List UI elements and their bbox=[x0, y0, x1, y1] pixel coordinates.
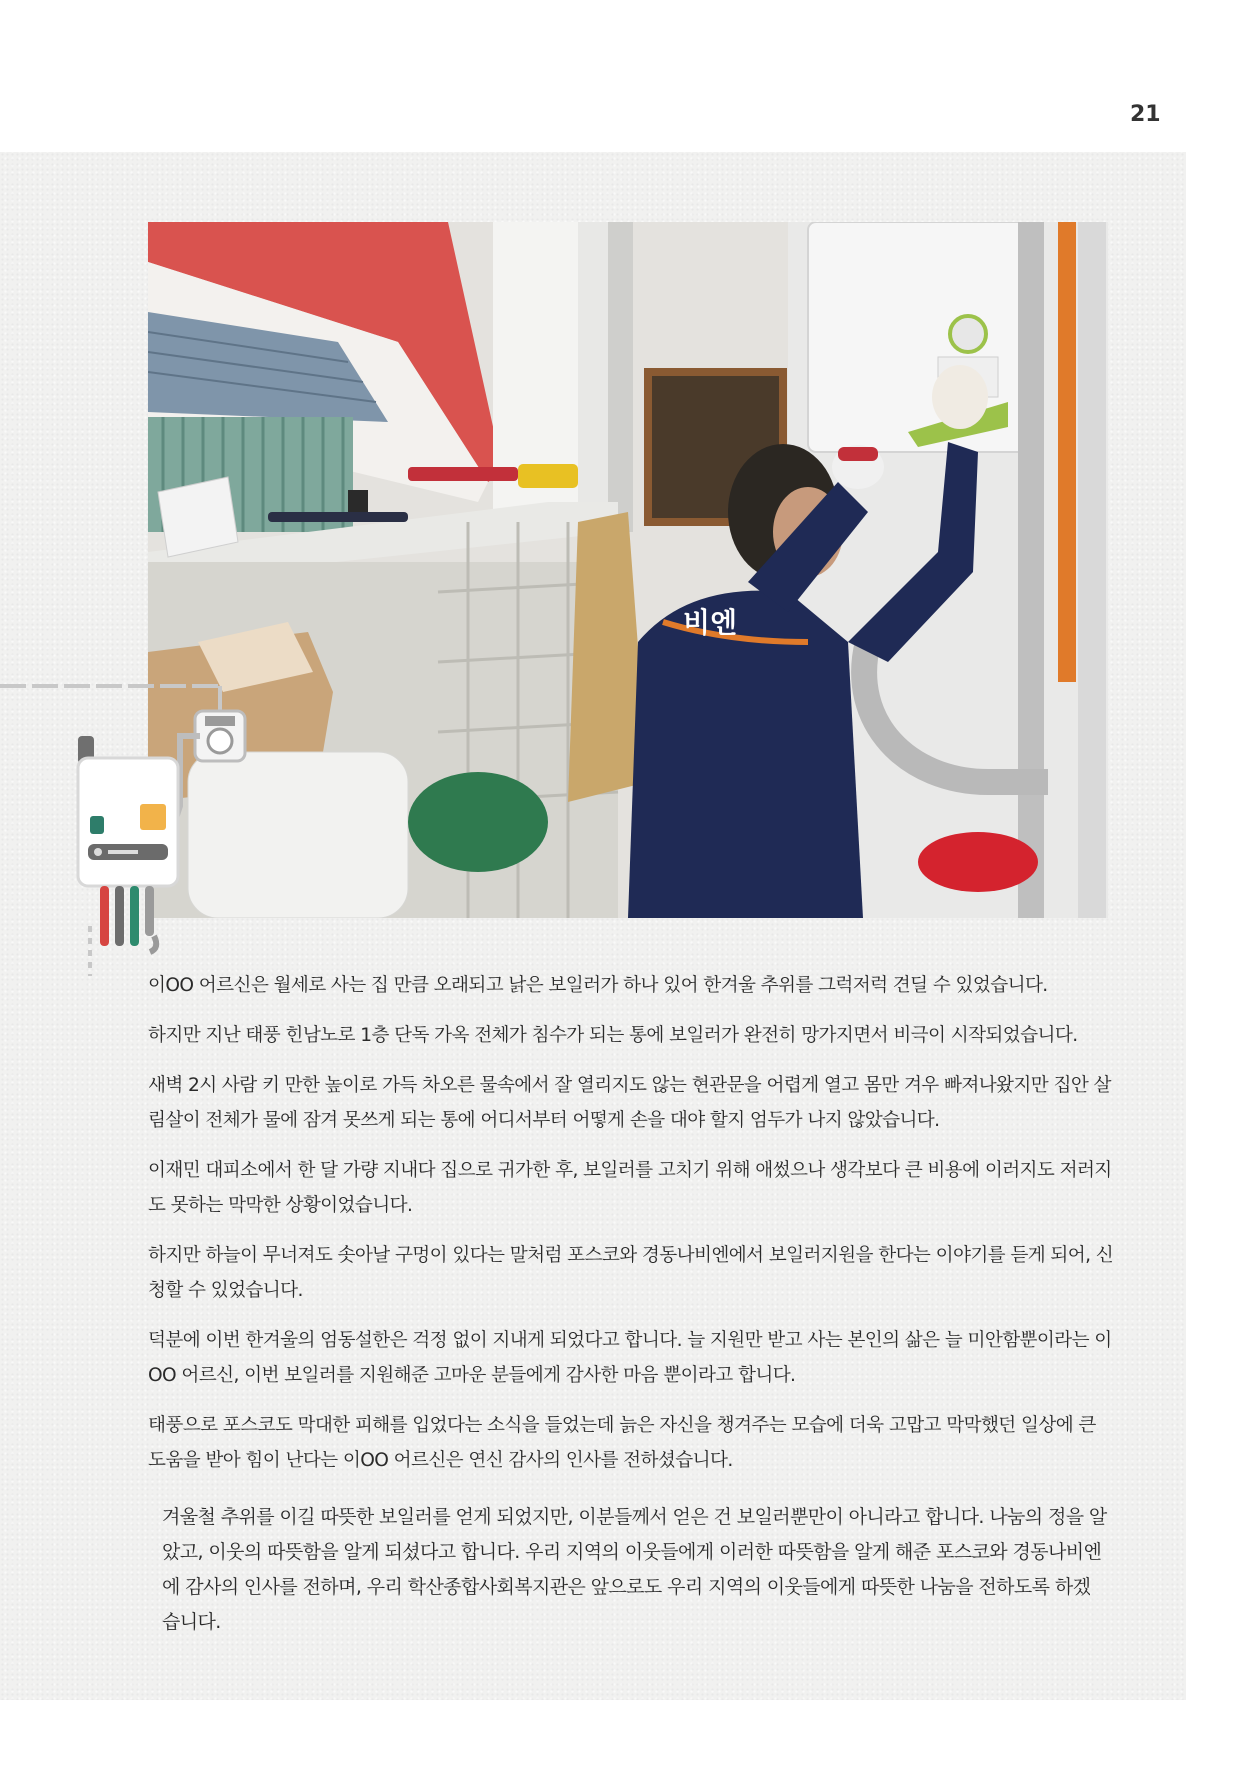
paragraph: 이재민 대피소에서 한 달 가량 지내다 집으로 귀가한 후, 보일러를 고치기 위해 애썼으나 생각보다 큰 비용에 이러지도 저러지도 못하는 막막한 상황이었습니다. bbox=[148, 1160, 1112, 1216]
paragraph: 새벽 2시 사람 키 만한 높이로 가득 차오른 물속에서 잘 열리지도 않는 현관문을 어렵게 열고 몸만 겨우 빠져나왔지만 집안 살림살이 전체가 물에 잠겨 못쓰게 되는 통에 어디서부터 어떻게 손을 대야 할지 엄두가 나지 않았습니다. bbox=[148, 1075, 1111, 1131]
boiler-pipes-icon bbox=[100, 886, 156, 952]
article-body bbox=[148, 968, 1118, 1493]
vest-logo-text: 비엔 bbox=[683, 606, 738, 639]
paragraph: 하지만 지난 태풍 힌남노로 1층 단독 가옥 전체가 침수가 되는 통에 보일러가 완전히 망가지면서 비극이 시작되었습니다. bbox=[148, 1025, 1078, 1046]
boiler-illustration bbox=[0, 676, 250, 976]
paragraph: 덕분에 이번 한겨울의 엄동설한은 걱정 없이 지내게 되었다고 합니다. 늘 지원만 받고 사는 본인의 삶은 늘 미안함뿐이라는 이OO 어르신, 이번 보일러를 지원해준 고마운 분들에게 감사한 마음 뿐이라고 합니다. bbox=[148, 1330, 1112, 1386]
closing-statement bbox=[162, 1500, 1108, 1640]
boiler-unit-icon bbox=[78, 736, 178, 886]
paragraph: 이OO 어르신은 월세로 사는 집 만큼 오래되고 낡은 보일러가 하나 있어 한겨울 추위를 그럭저럭 견딜 수 있었습니다. bbox=[148, 975, 1048, 996]
paragraph: 태풍으로 포스코도 막대한 피해를 입었다는 소식을 들었는데 늙은 자신을 챙겨주는 모습에 더욱 고맙고 막막했던 일상에 큰 도움을 받아 힘이 난다는 이OO 어르신은 연신 감사의 인사를 전하셨습니다. bbox=[148, 1415, 1096, 1471]
pressure-gauge-icon bbox=[195, 711, 245, 761]
page-number: 21 bbox=[1130, 102, 1161, 127]
boiler-installation-photo bbox=[148, 222, 1108, 918]
closing-text: 겨울철 추위를 이길 따뜻한 보일러를 얻게 되었지만, 이분들께서 얻은 건 보일러뿐만이 아니라고 합니다. 나눔의 정을 알았고, 이웃의 따뜻함을 알게 되셨다고 합니다. 우리 지역의 이웃들에게 이러한 따뜻함을 알게 해준 포스코와 경동나비엔에 감사의 인사를 전하며, 우리 학산종합사회복지관은 앞으로도 우리 지역의 이웃들에게 따뜻한 나눔을 전하도록 하겠습니다. bbox=[162, 1506, 1107, 1633]
paragraph: 하지만 하늘이 무너져도 솟아날 구멍이 있다는 말처럼 포스코와 경동나비엔에서 보일러지원을 한다는 이야기를 듣게 되어, 신청할 수 있었습니다. bbox=[148, 1245, 1114, 1301]
